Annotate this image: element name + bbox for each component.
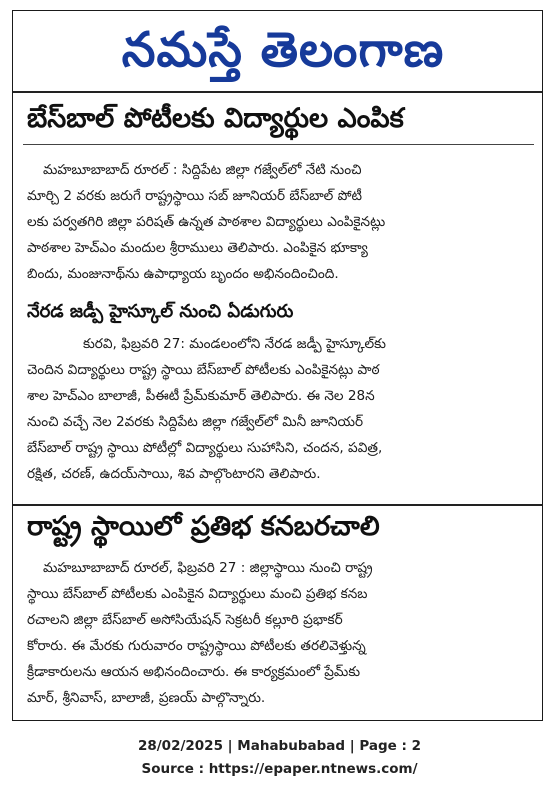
article-1-headline: బేస్‌బాల్ పోటీలకు విద్యార్థుల ఎంపిక — [27, 103, 404, 134]
body-line: మార్, శ్రీనివాస్, బాలాజీ, ప్రణయ్ పాల్గొన్నారు. — [27, 690, 266, 706]
article-2-headline: నేరడ జడ్పీ హైస్కూల్ నుంచి ఏడుగురు — [27, 301, 294, 322]
clipping-frame — [12, 10, 543, 721]
body-line: నుంచి వచ్చే నెల 2వరకు సిద్దిపేట జిల్లా గజ్వేల్‌లో మినీ జూనియర్ — [27, 414, 364, 430]
body-line: మహబూబాబాద్ రూరల్ : సిద్దిపేట జిల్లా గజ్వేల్‌లో నేటి నుంచి — [43, 162, 362, 178]
body-line: పాఠశాల హెచ్ఎం మందుల శ్రీరాములు తెలిపారు. ఎంపికైన భూక్యా — [27, 240, 368, 256]
body-line: మహబూబాబాద్ రూరల్, ఫిబ్రవరి 27 : జిల్లాస్థాయి నుంచి రాష్ట్ర — [43, 560, 373, 576]
source-info: Source : https://epaper.ntnews.com/ — [141, 761, 418, 777]
body-line: క్రీడాకారులను ఆయన అభినందించారు. ఈ కార్యక్రమంలో ప్రేమ్‌కు — [27, 664, 361, 680]
article-3-headline: రాష్ట్ర స్థాయిలో ప్రతిభ కనబరచాలి — [27, 511, 380, 542]
body-line: చెందిన విద్యార్థులు రాష్ట్ర స్థాయి బేస్‌బాల్ పోటీలకు ఎంపికైనట్లు పాఠ — [27, 362, 380, 378]
article-divider — [13, 504, 542, 506]
body-line: శాల హెచ్ఎం బాలాజీ, పీఈటీ ప్రేమ్‌కుమార్ తెలిపారు. ఈ నెల 28న — [27, 388, 375, 404]
headline-underline — [23, 144, 534, 145]
body-line: మార్చి 2 వరకు జరుగే రాష్ట్రస్థాయి సబ్ జూనియర్ బేస్‌బాల్ పోటీ — [27, 188, 362, 204]
body-line: బిందు, మంజునాథ్‌ను ఉపాధ్యాయ బృందం అభినందించింది. — [27, 266, 339, 282]
edition-info: 28/02/2025 | Mahabubabad | Page : 2 — [137, 738, 422, 754]
article-2-body — [27, 331, 530, 487]
body-line: రచాలని జిల్లా బేస్‌బాల్ అసోసియేషన్ సెక్రటరీ కల్లూరి ప్రభాకర్ — [27, 612, 343, 628]
body-line: రక్షిత, చరణ్, ఉదయ్‌సాయి, శివ పాల్గొంటారని తెలిపారు. — [27, 466, 321, 482]
body-line: స్థాయి బేస్‌బాల్ పోటీలకు ఎంపికైన విద్యార్థులు మంచి ప్రతిభ కనబ — [27, 586, 368, 602]
article-1-body — [27, 157, 530, 287]
body-line: లకు పర్వతగిరి జిల్లా పరిషత్ ఉన్నత పాఠశాల విద్యార్థులు ఎంపికైనట్లు — [27, 214, 386, 230]
body-line: బేస్‌బాల్ రాష్ట్ర స్థాయి పోటీల్లో విద్యార్థులు సుహాసిని, చందన, పవిత్ర, — [27, 440, 383, 456]
body-line: కురవి, ఫిబ్రవరి 27: మండలంలోని నేరడ జడ్పీ హైస్కూల్‌కు — [83, 336, 386, 352]
masthead-divider — [13, 91, 542, 93]
newspaper-masthead: నమస్తే తెలంగాణ — [121, 22, 445, 78]
body-line: కోరారు. ఈ మేరకు గురువారం రాష్ట్రస్థాయి పోటీలకు తరలివెళ్తున్న — [27, 638, 366, 654]
article-3-body — [27, 555, 530, 711]
